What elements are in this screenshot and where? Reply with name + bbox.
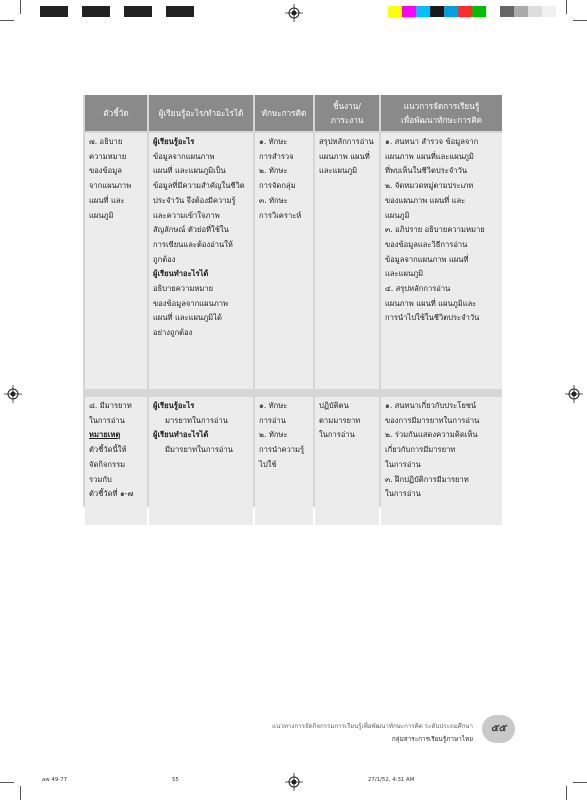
table-row <box>85 389 502 525</box>
print-bar-left-swatch <box>54 6 68 17</box>
table-row <box>85 131 502 389</box>
indicator-note-label: หมายเหตุ <box>89 430 121 440</box>
learn-do-cell <box>149 131 253 389</box>
crop-mark <box>566 786 567 800</box>
approach-cell: ๑. สนทนา สำรวจ ข้อมูลจาก แผนภาพ แผนที่และแผนภูมิ ที่พบเห็นในชีวิตประจำวัน ๒. จัดหมวดหมู่ตามประเภท ของแผนภาพ แผนที่ และ แผนภูมิ ๓. อภิปราย อธิบายความหมาย ของข้อมูลและวิธีการอ่าน ข้อมูลจากแผนภาพ แผนที่ และแผนภูมิ ๔. สรุปหลักการอ่าน แผนภาพ แผนที่ แผนภูมิและ การนำไปใช้ในชีวิตประจำวัน <box>381 131 502 389</box>
print-bar-right-swatch <box>542 6 556 17</box>
print-bar-right-swatch <box>472 6 486 17</box>
do-text: มีมารยาทในการอ่าน <box>165 445 233 455</box>
skills-cell: ๑. ทักษะ การสำรวจ ๒. ทักษะ การจัดกลุ่ม ๓. ทักษะ การวิเคราะห์ <box>255 131 313 389</box>
indicator-cell: ๗. อธิบาย ความหมาย ของข้อมูล จากแผนภาพ แผนที่ และ แผนภูมิ <box>85 131 147 389</box>
crop-mark <box>0 20 14 21</box>
print-bar-left-swatch <box>180 6 194 17</box>
crop-mark <box>0 782 14 783</box>
approach-cell: ๑. สนทนาเกี่ยวกับประโยชน์ ของการมีมารยาทในการอ่าน ๒. ร่วมกันแสดงความคิดเห็น เกี่ยวกับการมีมารยาท ในการอ่าน ๓. ฝึกปฏิบัติการมีมารยาท ในการอ่าน <box>381 389 502 525</box>
header-approach: แนวการจัดการเรียนรู้ เพื่อพัฒนาทักษะการคิด <box>381 95 502 131</box>
registration-mark-top-icon <box>285 4 303 22</box>
print-bar-left-swatch <box>96 6 110 17</box>
crop-mark <box>20 0 21 14</box>
print-bar-left-swatch <box>124 6 138 17</box>
slug-page: 55 <box>172 777 179 783</box>
know-title: ผู้เรียนรู้อะไร <box>153 137 195 146</box>
print-color-bar-right <box>388 6 556 17</box>
slug-timestamp: 27/1/52, 4:31 AM <box>368 777 415 783</box>
print-bar-right-swatch <box>402 6 416 17</box>
print-color-bar-left <box>40 6 194 17</box>
header-thinking-skills: ทักษะการคิด <box>255 95 313 131</box>
learning-plan-table <box>83 95 500 507</box>
indicator-note-text: ตัวชี้วัดนี้ให้ จัดกิจกรรม รวมกับ ตัวชี้วัดที่ ๑-๗ <box>89 445 134 499</box>
print-bar-right-swatch <box>430 6 444 17</box>
print-bar-right-swatch <box>514 6 528 17</box>
footer-subject: กลุ่มสาระการเรียนรู้ภาษาไทย <box>391 735 473 743</box>
slug-filename: aw 49-77 <box>42 777 68 783</box>
print-bar-left-swatch <box>152 6 166 17</box>
print-bar-right-swatch <box>528 6 542 17</box>
print-bar-right-swatch <box>486 6 500 17</box>
print-bar-left-swatch <box>82 6 96 17</box>
print-bar-right-swatch <box>500 6 514 17</box>
registration-mark-left-icon <box>4 385 22 403</box>
header-task: ชิ้นงาน/ ภาระงาน <box>315 95 379 131</box>
print-bar-right-swatch <box>444 6 458 17</box>
registration-mark-bottom-icon <box>285 773 303 791</box>
print-bar-left-swatch <box>138 6 152 17</box>
print-bar-left-swatch <box>40 6 54 17</box>
print-bar-right-swatch <box>388 6 402 17</box>
do-title: ผู้เรียนทำอะไรได้ <box>153 269 209 279</box>
crop-mark <box>573 782 587 783</box>
print-bar-left-swatch <box>166 6 180 17</box>
page-number-badge: ๕๕ <box>482 715 515 743</box>
do-text: อธิบายความหมาย ของข้อมูลจากแผนภาพ แผนที่ และแผนภูมิได้ อย่างถูกต้อง <box>153 284 228 338</box>
print-bar-right-swatch <box>458 6 472 17</box>
print-bar-left-swatch <box>110 6 124 17</box>
do-title: ผู้เรียนทำอะไรได้ <box>153 430 209 440</box>
know-text: ข้อมูลจากแผนภาพ แผนที่ และแผนภูมิเป็น ข้อมูลที่มีความสำคัญในชีวิต ประจำวัน จึงต้องมีความรู้ และความเข้าใจภาพ สัญลักษณ์ ตัวย่อที่ใช้ใน การเขียนและต้องอ่านให้ ถูกต้อง <box>153 151 245 264</box>
footer-book-title: แนวทางการจัดกิจกรรมการเรียนรู้เพื่อพัฒนาทักษะการคิด ระดับประถมศึกษา <box>272 723 473 730</box>
skills-cell: ๑. ทักษะ การอ่าน ๒. ทักษะ การนำความรู้ ไปใช้ <box>255 389 313 525</box>
indicator-cell <box>85 389 147 525</box>
header-indicator: ตัวชี้วัด <box>85 95 147 131</box>
learn-do-cell <box>149 389 253 525</box>
registration-mark-right-icon <box>565 385 583 403</box>
know-title: ผู้เรียนรู้อะไร <box>153 401 195 410</box>
crop-mark <box>566 0 567 14</box>
know-text: มารยาทในการอ่าน <box>165 415 228 425</box>
header-learn-do: ผู้เรียนรู้อะไร/ทำอะไรได้ <box>149 95 253 131</box>
print-bar-left-swatch <box>68 6 82 17</box>
task-cell: สรุปหลักการอ่าน แผนภาพ แผนที่ และแผนภูมิ <box>315 131 379 389</box>
task-cell: ปฏิบัติตน ตามมารยาท ในการอ่าน <box>315 389 379 525</box>
crop-mark <box>573 20 587 21</box>
print-bar-right-swatch <box>416 6 430 17</box>
crop-mark <box>20 786 21 800</box>
indicator-text: ๘. มีมารยาท ในการอ่าน <box>89 401 132 425</box>
